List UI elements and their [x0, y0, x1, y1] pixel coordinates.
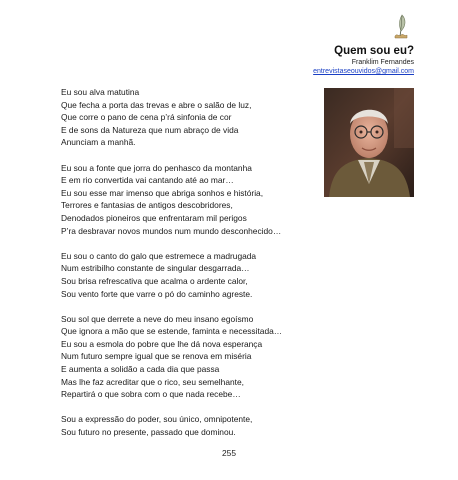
poem-line: P’ra desbravar novos mundos num mundo desconhecido… — [61, 225, 282, 236]
poem-line: Sou vento forte que varre o pó do caminho agreste. — [61, 288, 253, 299]
author-email-link[interactable]: entrevistaseouvidos@gmail.com — [313, 68, 414, 75]
author-photo — [324, 88, 414, 197]
poem-line: Sou brisa refrescativa que acalma o ardente calor, — [61, 275, 248, 286]
poem-line: Sou sol que derrete a neve do meu insano egoísmo — [61, 313, 254, 324]
page-number: 255 — [222, 448, 236, 458]
poem-line: Sou futuro no presente, passado que dominou. — [61, 427, 236, 438]
quill-pen-emblem-icon — [393, 14, 409, 40]
poem-line: Que ignora a mão que se estende, faminta e necessitada… — [61, 326, 283, 337]
poem-line: Denodados pioneiros que enfrentaram mil perigos — [61, 212, 247, 223]
poem-line: Terrores e fantasias de antigos descobridores, — [61, 200, 233, 211]
page-header — [313, 44, 414, 76]
poem-line: Repartirá o que sobra com o que nada recebe… — [61, 389, 241, 400]
poem-stanza — [61, 86, 311, 149]
poem-line: Eu sou o canto do galo que estremece a madrugada — [61, 250, 257, 261]
poem-line: Eu sou a esmola do pobre que lhe dá nova esperança — [61, 338, 263, 349]
poem-line: E em rio convertida vai cantando até ao mar… — [61, 175, 234, 186]
author-name: Franklim Fernandes — [351, 59, 414, 66]
poem-line: Num futuro sempre igual que se renova em miséria — [61, 351, 252, 362]
poem-line: Eu sou a fonte que jorra do penhasco da montanha — [61, 162, 252, 173]
poem-line: Mas lhe faz acreditar que o rico, seu semelhante, — [61, 376, 244, 387]
poem-line: E aumenta a solidão a cada dia que passa — [61, 364, 220, 375]
poem-line: Eu sou esse mar imenso que abriga sonhos e história, — [61, 187, 264, 198]
poem-title: Quem sou eu? — [334, 45, 414, 57]
poem-line: Num estribilho constante de singular desgarrada… — [61, 263, 250, 274]
poem-line: Que fecha a porta das trevas e abre o salão de luz, — [61, 99, 252, 110]
poem-line: E de sons da Natureza que num abraço de vida — [61, 124, 239, 135]
poem-body — [61, 86, 311, 451]
poem-stanza — [61, 413, 311, 438]
poem-line: Que corre o pano de cena p’rá sinfonia de cor — [61, 112, 232, 123]
poem-line: Eu sou alva matutina — [61, 87, 140, 97]
poem-stanza — [61, 313, 311, 401]
poem-line: Anunciam a manhã. — [61, 137, 136, 148]
poem-stanza — [61, 162, 311, 238]
poem-stanza — [61, 250, 311, 300]
poem-line: Sou a expressão do poder, sou único, omnipotente, — [61, 414, 253, 425]
